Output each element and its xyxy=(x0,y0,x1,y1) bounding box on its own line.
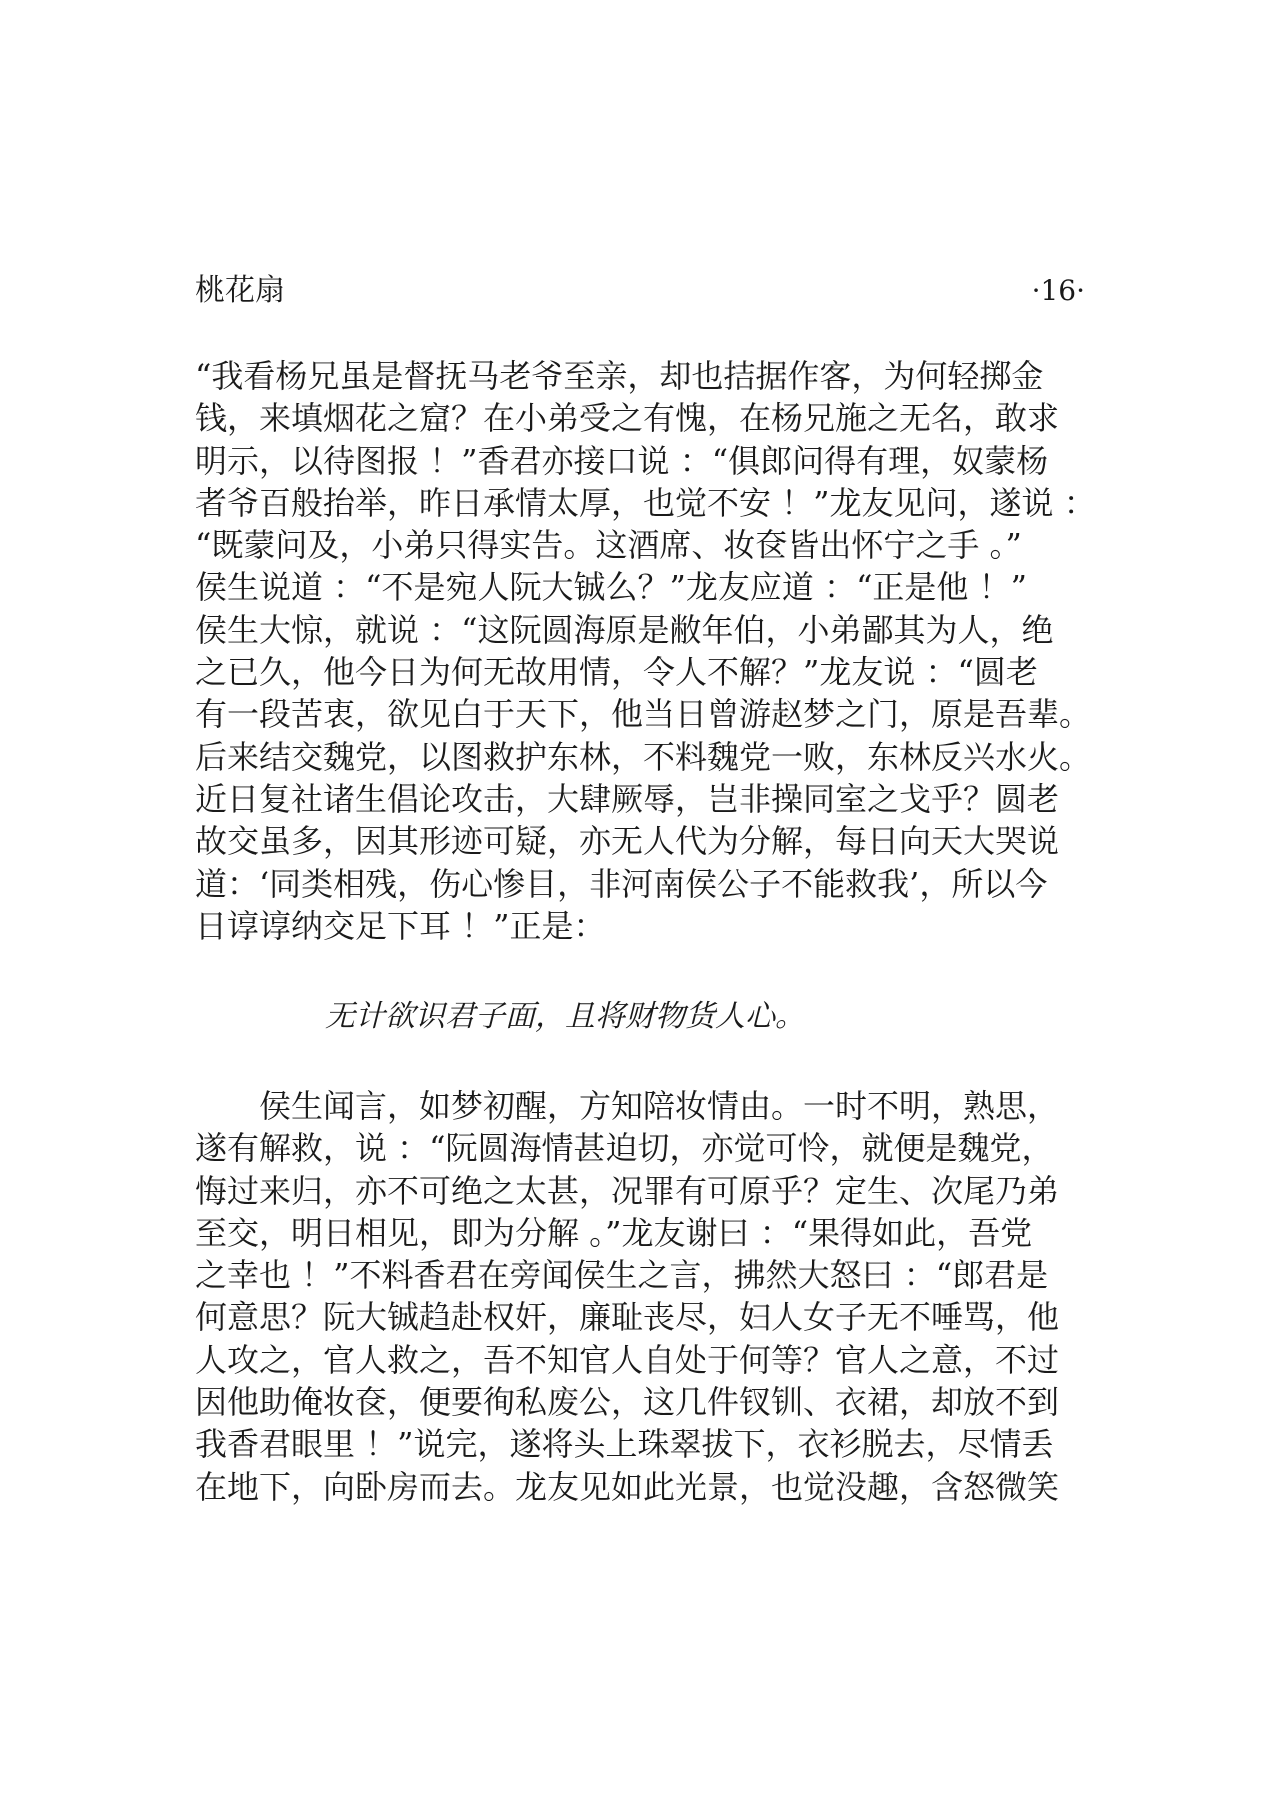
text-line: 故交虽多，因其形迹可疑，亦无人代为分解，每日向天大哭说 xyxy=(195,822,1060,861)
book-title: 桃花扇 xyxy=(195,273,285,308)
text-line: 侯生说道 ：“不是宛人阮大铖么？”龙友应道 ：“正是他 ！” xyxy=(195,568,1027,607)
text-line: 悔过来归，亦不可绝之太甚，况罪有可原乎？定生、次尾乃弟 xyxy=(195,1171,1060,1210)
text-line: 道：‘同类相残，伤心惨目，非河南侯公子不能救我’，所以今 xyxy=(195,864,1048,903)
text-line: “既蒙问及，小弟只得实告。这酒席、妆奁皆出怀宁之手 。” xyxy=(195,526,1022,565)
paragraph-2 xyxy=(195,1085,1095,1508)
page-number: ·16· xyxy=(1031,274,1085,307)
text-line: 因他助俺妆奁，便要徇私废公，这几件钗钏、衣裙，却放不到 xyxy=(195,1383,1060,1422)
text-line: 在地下，向卧房而去。龙友见如此光景，也觉没趣，含怒微笑 xyxy=(195,1467,1060,1506)
text-line: 遂有解救，说 ：“阮圆海情甚迫切，亦觉可怜，就便是魏党， xyxy=(195,1129,1054,1168)
paragraph-1 xyxy=(195,355,1095,947)
text-line: 者爷百般抬举，昨日承情太厚，也觉不安 ！”龙友见问，遂说 ： xyxy=(195,483,1096,522)
text-line: 明示，以待图报 ！”香君亦接口说 ：“俱郎问得有理，奴蒙杨 xyxy=(195,441,1049,480)
text-line: 侯生闻言，如梦初醒，方知陪妆情由。一时不明，熟思， xyxy=(195,1087,1060,1125)
text-line: 至交，明日相见，即为分解 。”龙友谢曰 ：“果得如此，吾党 xyxy=(195,1213,1033,1252)
text-line: 何意思？阮大铖趋赴权奸，廉耻丧尽，妇人女子无不唾骂，他 xyxy=(195,1298,1060,1337)
text-line: 钱，来填烟花之窟？在小弟受之有愧，在杨兄施之无名，敢求 xyxy=(195,399,1060,438)
running-head xyxy=(195,268,1085,314)
text-line: 有一段苦衷，欲见白于天下，他当日曾游赵梦之门，原是吾辈。 xyxy=(195,695,1092,734)
text-line: 人攻之，官人救之，吾不知官人自处于何等？官人之意，不过 xyxy=(195,1340,1060,1379)
text-line: 之幸也 ！”不料香君在旁闻侯生之言，拂然大怒曰 ：“郎君是 xyxy=(195,1256,1049,1295)
text-line: 近日复社诸生倡论攻击，大肆厥辱，岂非操同室之戈乎？圆老 xyxy=(195,779,1060,818)
text-line: 我香君眼里 ！”说完，遂将头上珠翠拔下，衣衫脱去，尽情丢 xyxy=(195,1425,1054,1464)
text-line: 侯生大惊，就说 ：“这阮圆海原是敝年伯，小弟鄙其为人，绝 xyxy=(195,610,1054,649)
text-line: “我看杨兄虽是督抚马老爷至亲，却也拮据作客，为何轻掷金 xyxy=(195,357,1044,395)
text-line: 之已久，他今日为何无故用情，令人不解？”龙友说 ：“圆老 xyxy=(195,653,1038,692)
poem-verse: 无计欲识君子面，且将财物货人心。 xyxy=(325,999,805,1034)
text-line: 后来结交魏党，以图救护东林，不料魏党一败，东林反兴水火。 xyxy=(195,737,1092,776)
text-line: 日谆谆纳交足下耳 ！”正是： xyxy=(195,906,606,945)
